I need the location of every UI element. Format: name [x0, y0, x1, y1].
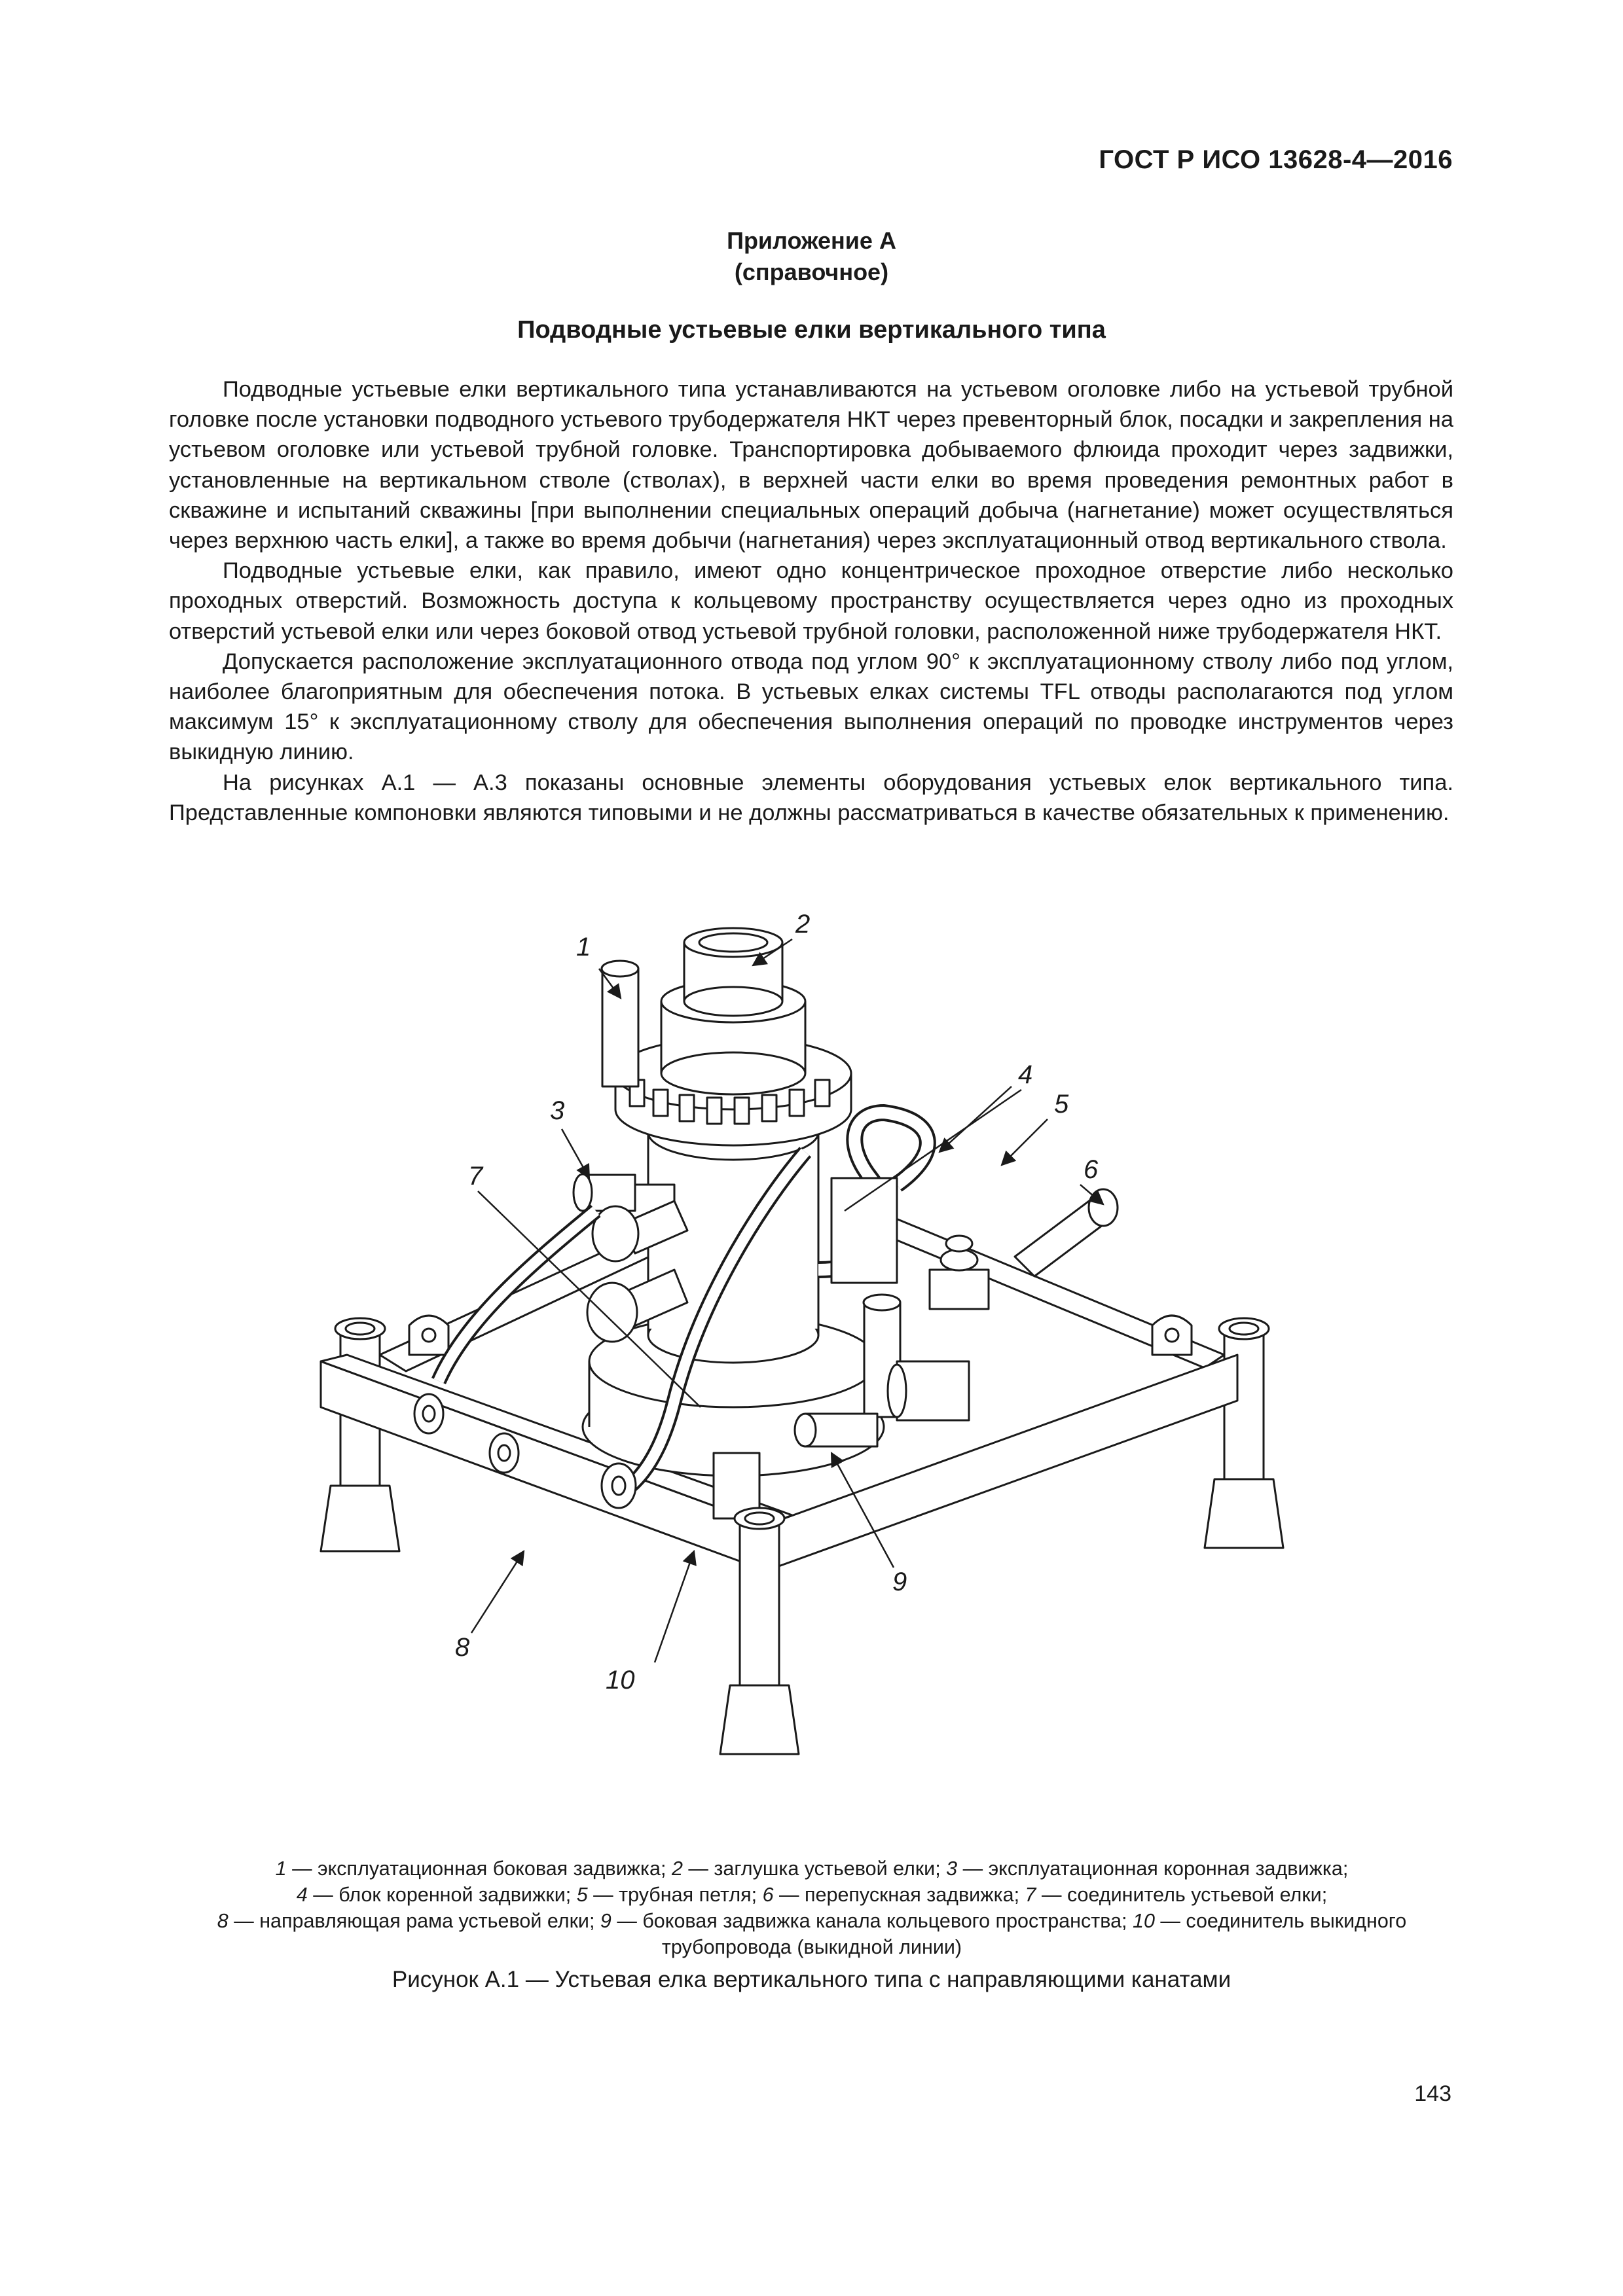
legend-num: 5 — [576, 1884, 588, 1906]
callout-9: 9 — [892, 1568, 907, 1596]
legend-text: — соединитель выкидного трубопровода (выкидной линии) — [661, 1910, 1407, 1958]
callout-10: 10 — [606, 1666, 635, 1695]
figure-legend — [196, 1856, 1427, 1960]
legend-num: 2 — [671, 1857, 683, 1880]
legend-text: — боковая задвижка канала кольцевого пространства; — [611, 1910, 1133, 1932]
paragraph-1: Подводные устьевые елки вертикального типа устанавливаются на устьевом оголовке либо на устьевой трубной головке после установки подводного устьевого трубодержателя НКТ через превенторный блок, посадки и закрепления на устьевом оголовке или устьевой трубной головке. Транспортировка добываемого флюида проходит через задвижки, установленные на вертикальном стволе (стволах), в верхней части елки во время проведения ремонтных работ в скважине и испытаний скважины [при выполнении специальных операций добыча (нагнетание) может осуществляться через верхнюю часть елки], а также во время добычи (нагнетания) через эксплуатационный отвод вертикального ствола. — [169, 377, 1453, 554]
callout-6: 6 — [1084, 1155, 1099, 1184]
legend-num: 8 — [217, 1910, 228, 1932]
legend-num: 9 — [600, 1910, 611, 1932]
paragraph-2: Подводные устьевые елки, как правило, имеют одно концентрическое проходное отверстие либо несколько проходных отверстий. Возможность доступа к кольцевому пространству осуществляется через одно из проходных отверстий устьевой елки или через боковой отвод устьевой трубной головки, расположенной ниже трубодержателя НКТ. — [169, 558, 1453, 644]
legend-num: 1 — [275, 1857, 287, 1880]
legend-text: — направляющая рама устьевой елки; — [228, 1910, 600, 1932]
paragraph-3: Допускается расположение эксплуатационного отвода под углом 90° к эксплуатационному стволу либо под углом, наиболее благоприятным для обеспечения потока. В устьевых елках системы TFL отводы располагаются под углом максимум 15° к эксплуатационному стволу для обеспечения выполнения операций по проводке инструментов через выкидную линию. — [169, 649, 1453, 765]
wellhead-tree-drawing — [308, 903, 1309, 1852]
legend-line-3 — [196, 1908, 1427, 1960]
legend-num: 6 — [762, 1884, 774, 1906]
figure-caption: Рисунок А.1 — Устьевая елка вертикального типа с направляющими канатами — [392, 1967, 1231, 1992]
legend-text: — соединитель устьевой елки; — [1036, 1884, 1328, 1906]
legend-line-2 — [196, 1882, 1427, 1908]
callout-8: 8 — [455, 1633, 470, 1662]
appendix-title: Приложение А — [727, 227, 896, 254]
section-title: Подводные устьевые елки вертикального типа — [517, 316, 1106, 344]
legend-num: 10 — [1132, 1910, 1155, 1932]
callout-3: 3 — [550, 1096, 565, 1125]
tree-cap — [684, 928, 782, 1016]
wellhead-tree-figure — [308, 903, 1309, 1852]
legend-line-1 — [196, 1856, 1427, 1882]
standard-code: ГОСТ Р ИСО 13628-4—2016 — [1099, 145, 1453, 174]
paragraph-4: На рисунках А.1 — А.3 показаны основные элементы оборудования устьевых елок вертикального типа. Представленные компоновки являются типовыми и не должны рассматриваться в качестве обязательных к применению. — [169, 770, 1453, 825]
page-number: 143 — [1414, 2081, 1451, 2106]
callout-7: 7 — [468, 1162, 483, 1191]
body-text — [169, 374, 1453, 828]
legend-text: — эксплуатационная коронная задвижка; — [957, 1857, 1349, 1880]
appendix-note: (справочное) — [734, 259, 889, 285]
legend-num: 3 — [946, 1857, 958, 1880]
legend-text: — эксплуатационная боковая задвижка; — [286, 1857, 672, 1880]
legend-num: 7 — [1025, 1884, 1036, 1906]
callout-1: 1 — [576, 933, 591, 961]
legend-text: — заглушка устьевой елки; — [682, 1857, 947, 1880]
legend-num: 4 — [296, 1884, 308, 1906]
callout-4: 4 — [1018, 1060, 1033, 1089]
legend-text: — трубная петля; — [587, 1884, 763, 1906]
legend-text: — перепускная задвижка; — [773, 1884, 1025, 1906]
callout-2: 2 — [795, 910, 811, 939]
legend-text: — блок коренной задвижки; — [307, 1884, 577, 1906]
callout-5: 5 — [1054, 1090, 1069, 1119]
